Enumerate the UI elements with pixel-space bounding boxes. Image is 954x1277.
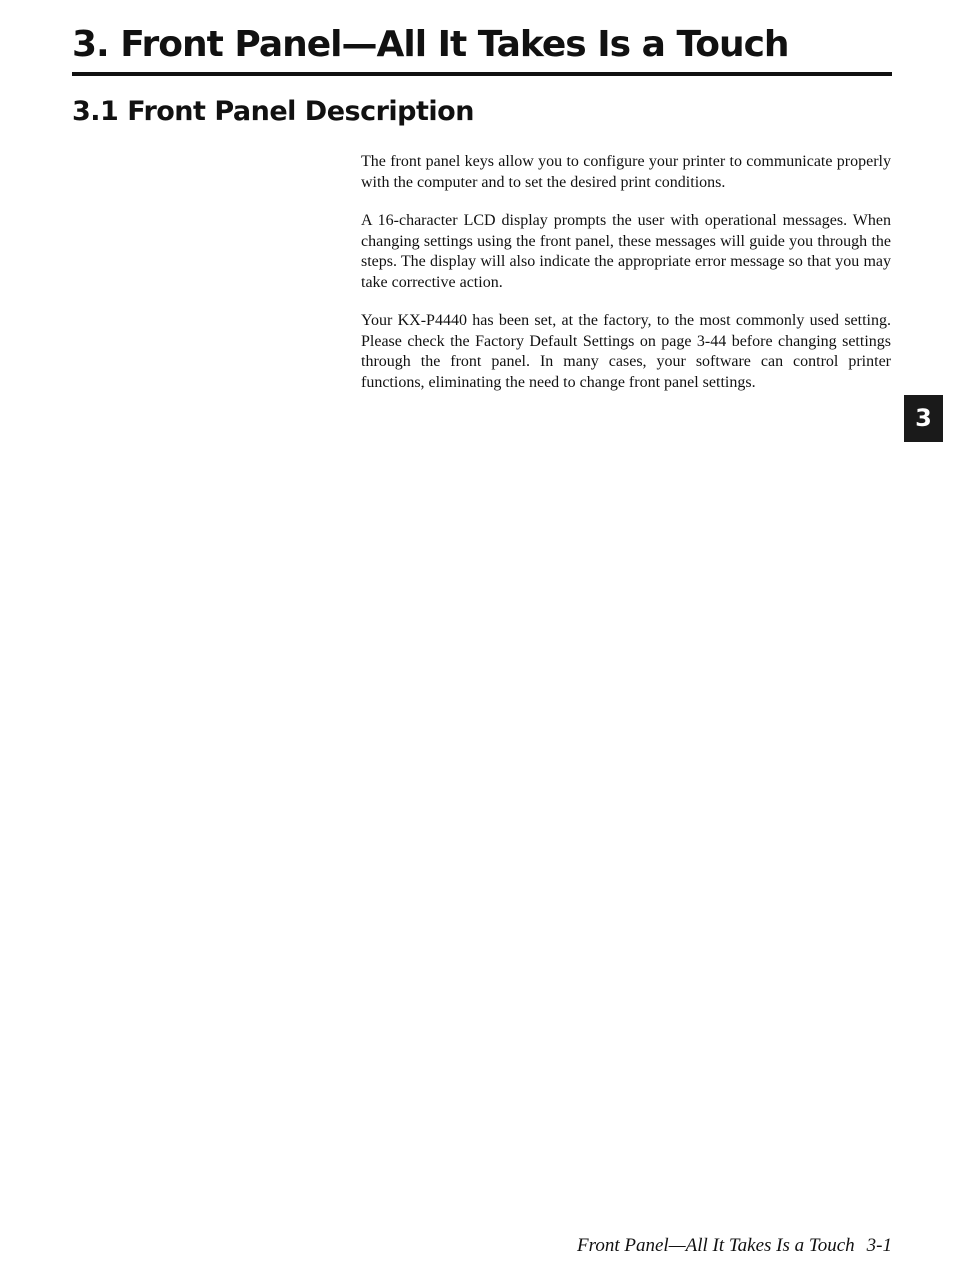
chapter-title: 3. Front Panel—All It Takes Is a Touch bbox=[72, 20, 892, 76]
paragraph-intro: The front panel keys allow you to configure your printer to communicate properly with the computer and to set the desired print conditions. bbox=[361, 153, 891, 191]
section-title: 3.1 Front Panel Description bbox=[72, 96, 474, 127]
footer-running-title: Front Panel—All It Takes Is a Touch bbox=[577, 1235, 855, 1256]
section-body bbox=[361, 152, 891, 411]
page-footer bbox=[577, 1234, 892, 1258]
paragraph-factory-settings: Your KX-P4440 has been set, at the factory, to the most commonly used setting. Please check the Factory Default Settings on page 3-44 before changing settings through the front panel. In many cases, your software can control printer functions, eliminating the need to change front panel settings. bbox=[361, 312, 891, 391]
paragraph-lcd-display: A 16-character LCD display prompts the user with operational messages. When changing settings using the front panel, these messages will guide you through the steps. The display will also indicate the appropriate error message so that you may take corrective action. bbox=[361, 212, 891, 291]
chapter-tab-marker: 3 bbox=[904, 395, 943, 442]
footer-page-number: 3-1 bbox=[866, 1235, 892, 1256]
